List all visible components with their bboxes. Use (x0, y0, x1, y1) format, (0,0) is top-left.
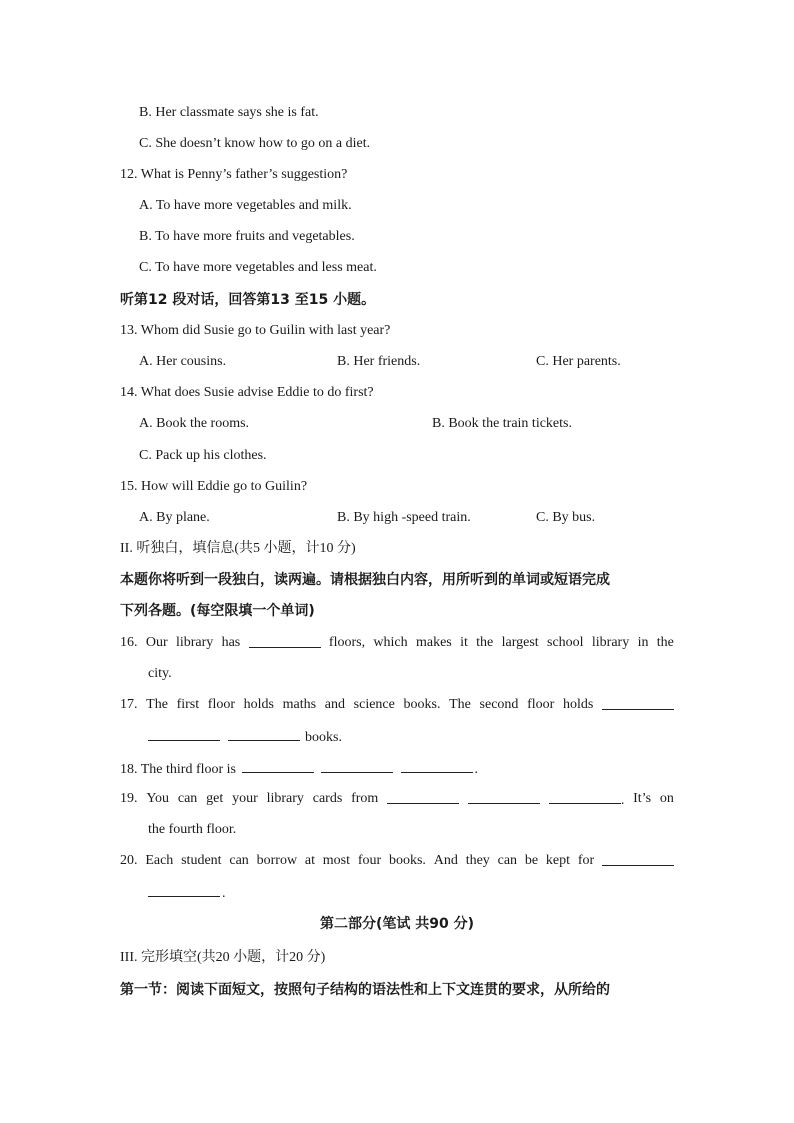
answer-blank[interactable] (387, 790, 459, 804)
word: floors, (328, 635, 366, 650)
q12-option-c: C. To have more vegetables and less meat. (139, 260, 377, 275)
word: maths (282, 697, 317, 712)
word: library (266, 791, 304, 806)
word: your (232, 791, 258, 806)
q13-question: 13. Whom did Susie go to Guilin with last year? (120, 323, 391, 338)
word: cards (312, 791, 343, 806)
q18-line (120, 759, 478, 779)
word: they (465, 853, 490, 868)
q11-option-b: B. Her classmate says she is fat. (139, 105, 319, 120)
answer-blank-group (602, 696, 674, 716)
word: which (373, 635, 408, 650)
word: library (591, 635, 630, 650)
word: You (146, 791, 170, 806)
word: on (659, 791, 674, 806)
answer-blank-group (387, 790, 459, 810)
answer-blank-group (249, 634, 321, 654)
q12-option-a: A. To have more vegetables and milk. (139, 198, 352, 213)
answer-blank[interactable] (148, 727, 220, 741)
word: Each (145, 853, 174, 868)
word: second (479, 697, 519, 712)
dialog12-instruction: 听第12 段对话，回答第13 至15 小题。 (120, 292, 376, 308)
word: 19. (120, 791, 138, 806)
word: Our (145, 635, 168, 650)
answer-blank-group (549, 790, 625, 810)
q14-option-a: A. Book the rooms. (139, 416, 250, 431)
q18-text: 18. The third floor is (120, 762, 237, 777)
word: it (460, 635, 468, 650)
word: The (146, 697, 168, 712)
q15-option-a: A. By plane. (139, 510, 210, 525)
answer-blank[interactable] (228, 727, 300, 741)
word: from (351, 791, 379, 806)
answer-blank[interactable] (242, 759, 314, 773)
word: floor (527, 697, 555, 712)
word: largest (501, 635, 539, 650)
word: get (206, 791, 224, 806)
q14-option-c: C. Pack up his clothes. (139, 448, 267, 463)
word: can (229, 853, 249, 868)
answer-blank[interactable] (602, 696, 674, 710)
word: 17. (120, 697, 138, 712)
q20-line (120, 852, 674, 872)
answer-blank[interactable] (549, 790, 621, 804)
word: 16. (120, 635, 138, 650)
q11-option-c: C. She doesn’t know how to go on a diet. (139, 136, 371, 151)
q16-line (120, 634, 674, 654)
word: be (524, 853, 539, 868)
word: at (304, 853, 315, 868)
word: first (176, 697, 200, 712)
q13-option-b: B. Her friends. (337, 354, 421, 369)
section2-heading: II. 听独白，填信息(共5 小题，计10 分) (120, 541, 356, 556)
word: school (547, 635, 584, 650)
section2-instruction-line2: 下列各题。(每空限填一个单词) (120, 603, 315, 619)
q13-option-c: C. Her parents. (536, 354, 621, 369)
q19-line (120, 790, 674, 810)
q20-end: . (222, 886, 226, 901)
word: library (175, 635, 214, 650)
q17-end-text: books. (305, 730, 342, 745)
word: books. (403, 697, 441, 712)
word: and (324, 697, 345, 712)
answer-blank[interactable] (468, 790, 540, 804)
word: can (497, 853, 518, 868)
word: four (357, 853, 382, 868)
q12-question: 12. What is Penny’s father’s suggestion? (120, 167, 348, 182)
word: science (353, 697, 395, 712)
word: can (177, 791, 198, 806)
word: holds (562, 697, 594, 712)
q15-option-c: C. By bus. (536, 510, 596, 525)
word: the (656, 635, 674, 650)
answer-blank[interactable] (602, 852, 674, 866)
answer-blank[interactable] (249, 634, 321, 648)
word: borrow (256, 853, 298, 868)
section2-instruction-line1: 本题你将听到一段独白，读两遍。请根据独白内容，用所听到的单词或短语完成 (120, 572, 610, 588)
q16-continuation: city. (148, 666, 172, 681)
word: student (181, 853, 222, 868)
q17-line (120, 696, 674, 716)
q14-question: 14. What does Susie advise Eddie to do first? (120, 385, 374, 400)
word: most (322, 853, 351, 868)
word: kept (545, 853, 570, 868)
part2-title: 第二部分(笔试 共90 分) (319, 916, 475, 932)
section3-instruction: 第一节：阅读下面短文，按照句子结构的语法性和上下文连贯的要求，从所给的 (120, 982, 610, 998)
answer-blank-group (602, 852, 674, 872)
q14-option-b: B. Book the train tickets. (432, 416, 572, 431)
answer-blank[interactable] (401, 759, 473, 773)
word: makes (415, 635, 452, 650)
word: the (476, 635, 494, 650)
word: It’s (633, 791, 652, 806)
q15-question: 15. How will Eddie go to Guilin? (120, 479, 308, 494)
q19-continuation: the fourth floor. (148, 822, 237, 837)
answer-blank[interactable] (321, 759, 393, 773)
punctuation: . (620, 793, 625, 808)
q18-end: . (474, 762, 479, 777)
q17-continuation (148, 727, 342, 747)
q13-option-a: A. Her cousins. (139, 354, 227, 369)
word: has (221, 635, 241, 650)
q15-option-b: B. By high -speed train. (337, 510, 471, 525)
word: holds (243, 697, 275, 712)
word: for (577, 853, 595, 868)
word: 20. (120, 853, 138, 868)
q20-continuation (148, 883, 226, 903)
answer-blank-group (468, 790, 540, 810)
word: in (637, 635, 649, 650)
word: books. (388, 853, 426, 868)
section3-heading: III. 完形填空(共20 小题，计20 分) (120, 950, 326, 965)
word: floor (207, 697, 236, 712)
answer-blank[interactable] (148, 883, 220, 897)
q12-option-b: B. To have more fruits and vegetables. (139, 229, 355, 244)
word: The (449, 697, 471, 712)
word: And (433, 853, 458, 868)
